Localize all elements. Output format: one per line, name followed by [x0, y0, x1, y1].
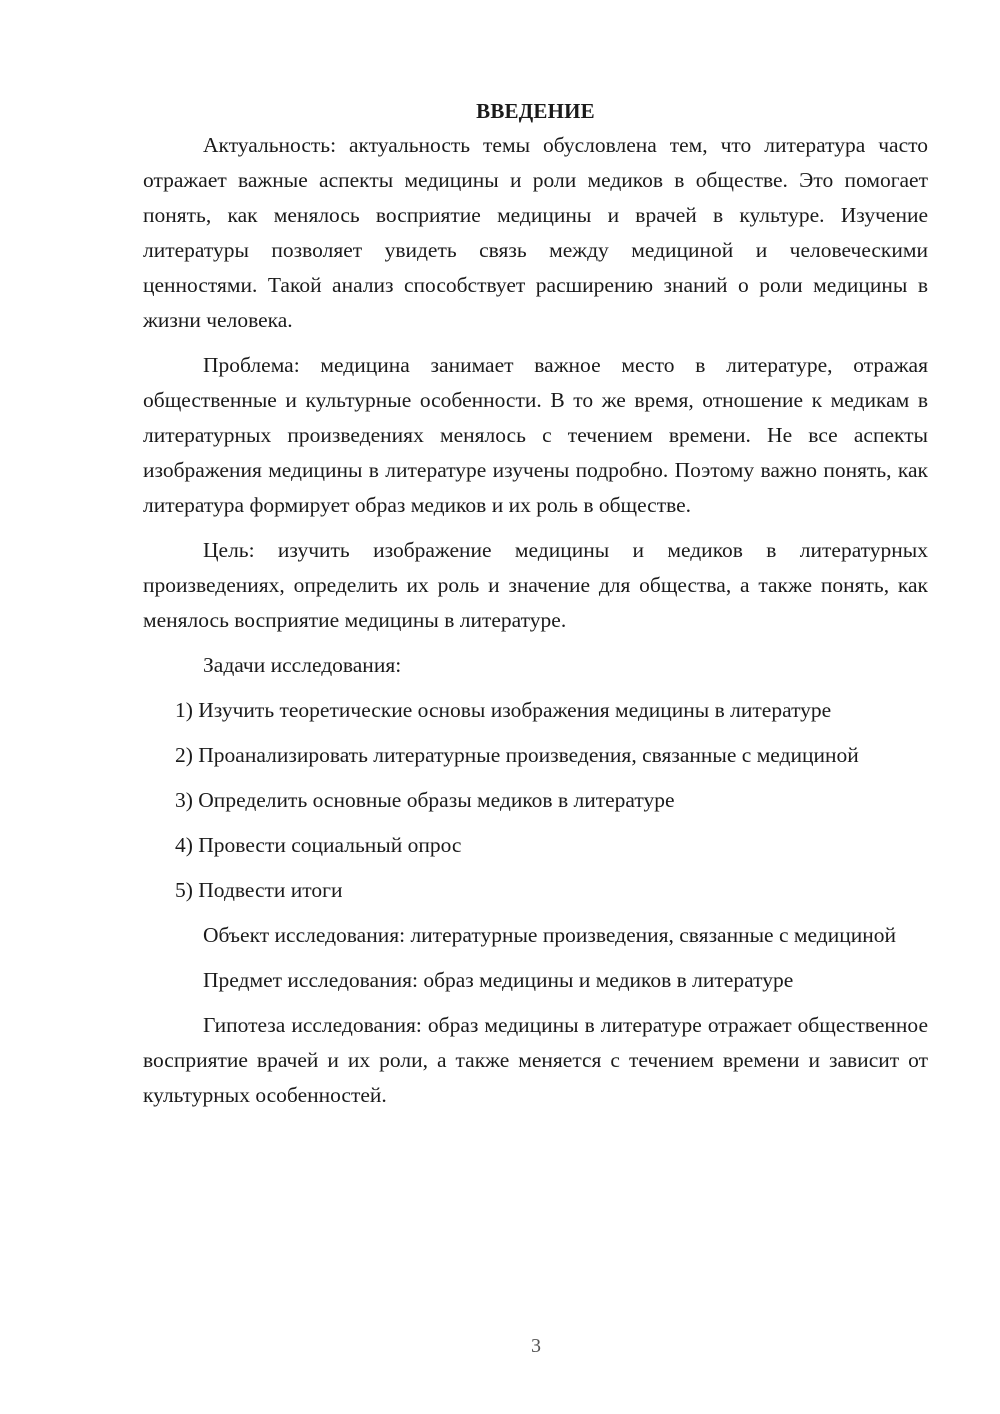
task-item-5: 5) Подвести итоги: [175, 878, 343, 902]
task-item-4: 4) Провести социальный опрос: [175, 833, 462, 857]
page-title: ВВЕДЕНИЕ: [476, 99, 595, 123]
task-item-3: 3) Определить основные образы медиков в литературе: [175, 788, 675, 812]
goal-paragraph: Цель: изучить изображение медицины и медиков в литературных произведениях, определить их роль и значение для общества, а также понять, как менялось восприятие медицины в литературе.: [143, 538, 928, 632]
page-number: 3: [531, 1335, 541, 1357]
tasks-heading: Задачи исследования:: [203, 653, 402, 677]
relevance-paragraph: Актуальность: актуальность темы обусловлена тем, что литература часто отражает важные аспекты медицины и роли медиков в обществе. Это помогает понять, как менялось восприятие медицины и врачей в культуре. Изучение литературы позволяет увидеть связь между медициной и человеческими ценностями. Такой анализ способствует расширению знаний о роли медицины в жизни человека.: [143, 133, 928, 332]
object-paragraph: Объект исследования: литературные произведения, связанные с медициной: [203, 923, 896, 947]
hypothesis-paragraph: Гипотеза исследования: образ медицины в литературе отражает общественное восприятие врачей и их роли, а также меняется с течением времени и зависит от культурных особенностей.: [143, 1013, 928, 1107]
document-page: [143, 96, 928, 1123]
task-item-1: 1) Изучить теоретические основы изображения медицины в литературе: [175, 698, 832, 722]
task-item-2: 2) Проанализировать литературные произведения, связанные с медициной: [175, 743, 859, 767]
subject-paragraph: Предмет исследования: образ медицины и медиков в литературе: [203, 968, 794, 992]
problem-paragraph: Проблема: медицина занимает важное место в литературе, отражая общественные и культурные особенности. В то же время, отношение к медикам в литературных произведениях менялось с течением времени. Не все аспекты изображения медицины в литературе изучены подробно. Поэтому важно понять, как литература формирует образ медиков и их роль в обществе.: [143, 353, 928, 517]
